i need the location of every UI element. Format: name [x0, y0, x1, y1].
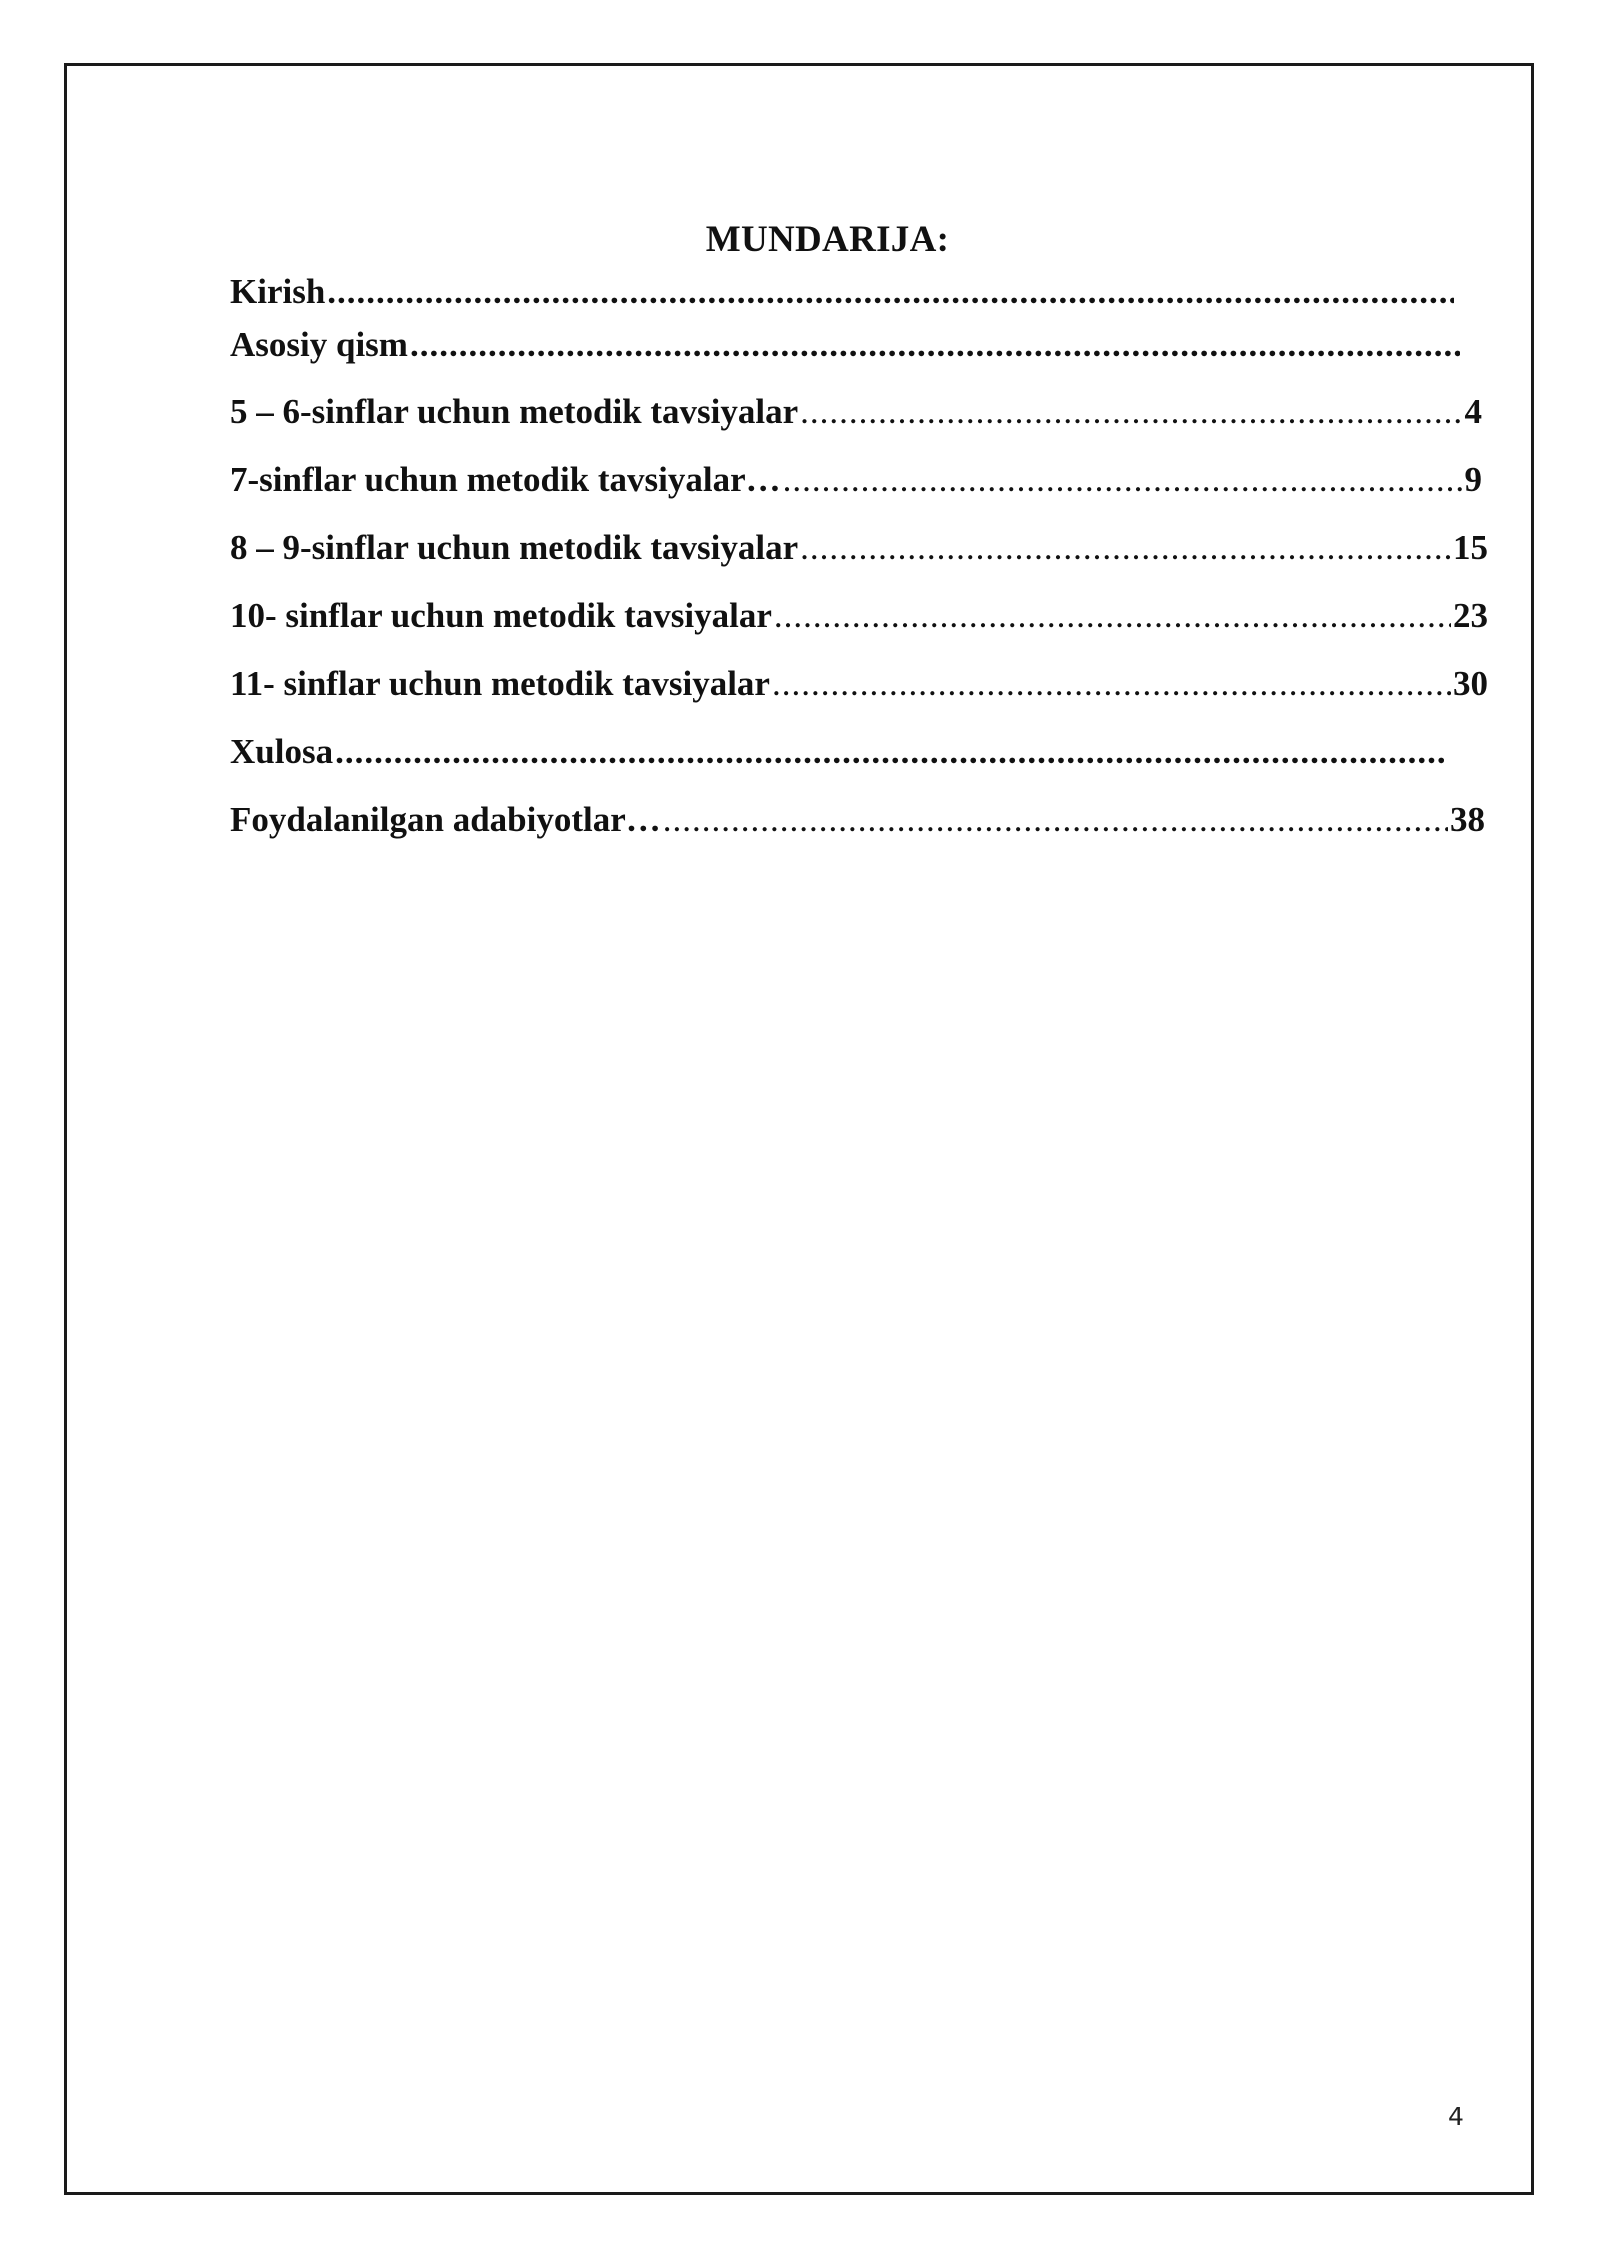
toc-entry-page: 15	[1453, 528, 1488, 567]
page-border	[64, 63, 1534, 2195]
toc-entry-label: Kirish	[230, 272, 326, 311]
toc-dot-leader	[772, 662, 1451, 706]
toc-dot-leader	[800, 390, 1462, 434]
toc-entry-label: 8 – 9-sinflar uchun metodik tavsiyalar	[230, 528, 799, 567]
toc-dot-leader	[335, 730, 1444, 774]
toc-entry-label: Xulosa	[230, 732, 334, 771]
toc-entry-page: 9	[1464, 460, 1482, 499]
toc-dot-leader	[774, 594, 1451, 638]
toc-entry-label: 11- sinflar uchun metodik tavsiyalar	[230, 664, 770, 703]
toc-entry-page: 30	[1453, 664, 1488, 703]
toc-entry-page: 38	[1450, 800, 1485, 839]
toc-entry-label: 7-sinflar uchun metodik tavsiyalar…	[230, 460, 781, 499]
toc-title: MUNDARIJA:	[705, 219, 950, 260]
toc-entry-label: Asosiy qism	[230, 325, 408, 364]
page-number: 4	[1448, 2102, 1464, 2131]
toc-entry-page: 23	[1453, 596, 1488, 635]
toc-dot-leader	[663, 798, 1448, 842]
toc-dot-leader	[327, 270, 1454, 314]
toc-entry-8-9-sinflar[interactable]	[230, 526, 1488, 570]
toc-entry-xulosa[interactable]	[230, 730, 1446, 774]
toc-entry-11-sinflar[interactable]	[230, 662, 1488, 706]
toc-entry-10-sinflar[interactable]	[230, 594, 1488, 638]
toc-entry-label: Foydalanilgan adabiyotlar…	[230, 800, 661, 839]
toc-dot-leader	[410, 323, 1460, 367]
toc-entry-label: 5 – 6-sinflar uchun metodik tavsiyalar	[230, 392, 799, 431]
toc-entry-foydalanilgan-adabiyotlar[interactable]	[230, 798, 1485, 842]
toc-entry-page: 4	[1464, 392, 1482, 431]
toc-entry-5-6-sinflar[interactable]	[230, 390, 1482, 434]
toc-dot-leader	[783, 458, 1463, 502]
toc-entry-label: 10- sinflar uchun metodik tavsiyalar	[230, 596, 772, 635]
toc-entry-kirish[interactable]	[230, 270, 1456, 314]
toc-entry-asosiy-qism[interactable]	[230, 323, 1462, 367]
toc-dot-leader	[800, 526, 1451, 570]
toc-entry-7-sinflar[interactable]	[230, 458, 1482, 502]
